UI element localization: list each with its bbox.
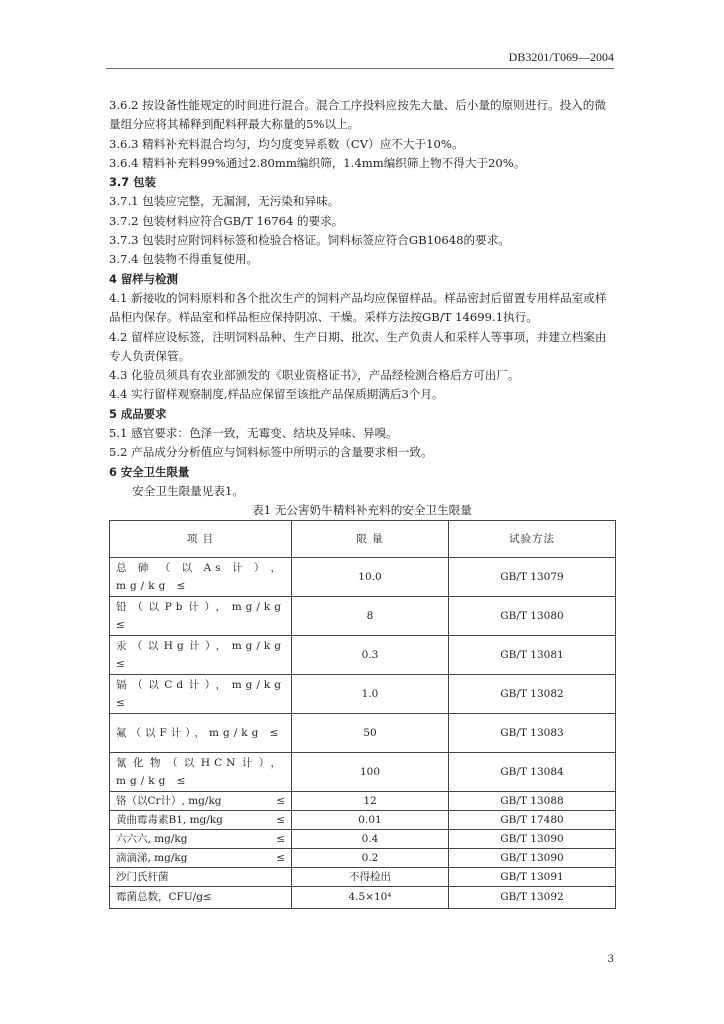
row-method: GB/T 13080 bbox=[449, 597, 616, 636]
header-method: 试验方法 bbox=[449, 521, 616, 558]
row-item-cell bbox=[110, 830, 292, 849]
row-limit: 50 bbox=[292, 714, 449, 753]
heading-5: 5 成品要求 bbox=[109, 406, 167, 421]
clause-4-3: 4.3 化验员须具有农业部颁发的《职业资格证书》，产品经检测合格后方可出厂。 bbox=[109, 368, 520, 383]
safety-limit-table bbox=[109, 520, 616, 909]
row-item-cell bbox=[110, 849, 292, 868]
row-limit: 10.0 bbox=[292, 558, 449, 597]
table-reference: 安全卫生限量见表1。 bbox=[132, 483, 244, 498]
row-le: ≤ bbox=[276, 813, 285, 826]
row-item: 铬（以Cr计）, mg/kg bbox=[116, 794, 222, 807]
row-limit: 0.01 bbox=[292, 811, 449, 830]
row-item: 镉（以Cd计），mg/kg ≤ bbox=[110, 675, 292, 714]
row-limit: 100 bbox=[292, 753, 449, 792]
row-limit: 8 bbox=[292, 597, 449, 636]
row-method: GB/T 13092 bbox=[449, 887, 616, 909]
row-method: GB/T 13079 bbox=[449, 558, 616, 597]
row-limit: 0.4 bbox=[292, 830, 449, 849]
table-row bbox=[110, 849, 616, 868]
row-item: 黄曲霉毒素B1, mg/kg bbox=[116, 813, 223, 826]
clause-3-7-3: 3.7.3 包装时应附饲料标签和检验合格证。饲料标签应符合GB10648的要求。 bbox=[109, 233, 510, 248]
table-row bbox=[110, 830, 616, 849]
clause-3-7-2: 3.7.2 包装材料应符合GB/T 16764 的要求。 bbox=[109, 213, 344, 228]
row-limit: 0.2 bbox=[292, 849, 449, 868]
row-limit: 12 bbox=[292, 792, 449, 811]
header-code: DB3201/T069—2004 bbox=[508, 50, 614, 64]
row-item: 霉菌总数，CFU/g≤ bbox=[116, 891, 212, 904]
heading-3-7: 3.7 包装 bbox=[109, 175, 156, 190]
row-method: GB/T 13088 bbox=[449, 792, 616, 811]
clause-5-1: 5.1 感官要求：色泽一致，无霉变、结块及异味、异嗅。 bbox=[109, 426, 398, 441]
row-method: GB/T 13084 bbox=[449, 753, 616, 792]
document-body bbox=[109, 96, 615, 909]
row-le: ≤ bbox=[276, 851, 285, 864]
header-divider bbox=[106, 68, 614, 69]
row-limit: 1.0 bbox=[292, 675, 449, 714]
table-row bbox=[110, 868, 616, 887]
clause-4-1: 4.1 新接收的饲料原料和各个批次生产的饲料产品均应保留样品。样品密封后留置专用样品室或样品柜内保存。样品室和样品柜应保持阴凉、干燥。采样方法按GB/T 14699.1执行。 bbox=[109, 290, 607, 325]
table-row bbox=[110, 887, 616, 909]
row-limit: 4.5×10⁴ bbox=[292, 887, 449, 909]
clause-3-7-4: 3.7.4 包装物不得重复使用。 bbox=[109, 252, 259, 267]
page-number: 3 bbox=[607, 954, 614, 965]
header-item: 项 目 bbox=[110, 521, 292, 558]
clause-3-7-1: 3.7.1 包装应完整，无漏洞，无污染和异味。 bbox=[109, 194, 340, 209]
row-limit: 0.3 bbox=[292, 636, 449, 675]
table-row bbox=[110, 811, 616, 830]
row-item-cell bbox=[110, 868, 292, 887]
table-caption: 表1 无公害奶牛精料补充料的安全卫生限量 bbox=[252, 503, 472, 518]
row-method: GB/T 13090 bbox=[449, 849, 616, 868]
table-row bbox=[110, 753, 616, 792]
clause-5-2: 5.2 产品成分分析值应与饲料标签中所明示的含量要求相一致。 bbox=[109, 445, 433, 460]
row-method: GB/T 13081 bbox=[449, 636, 616, 675]
row-item-cell bbox=[110, 811, 292, 830]
table-row bbox=[110, 636, 616, 675]
table-row bbox=[110, 714, 616, 753]
row-item: 滴滴涕, mg/kg bbox=[116, 851, 188, 864]
row-le: ≤ bbox=[276, 794, 285, 807]
clause-4-2: 4.2 留样应设标签，注明饲料品种、生产日期、批次、生产负责人和采样人等事项，并建立档案由专人负责保管。 bbox=[109, 329, 607, 363]
heading-6: 6 安全卫生限量 bbox=[109, 464, 190, 479]
row-item-cell bbox=[110, 887, 292, 909]
row-item: 总砷（以As计），mg/kg ≤ bbox=[110, 558, 292, 597]
clause-3-6-3: 3.6.3 精料补充料混合均匀，均匀度变异系数（CV）应不大于10%。 bbox=[109, 136, 464, 151]
row-method: GB/T 13083 bbox=[449, 714, 616, 753]
row-method: GB/T 13082 bbox=[449, 675, 616, 714]
row-method: GB/T 13091 bbox=[449, 868, 616, 887]
row-item: 汞（以Hg计），mg/kg ≤ bbox=[110, 636, 292, 675]
table-row bbox=[110, 558, 616, 597]
row-item: 氰化物（以HCN计），mg/kg ≤ bbox=[110, 753, 292, 792]
clause-3-6-4: 3.6.4 精料补充料99%通过2.80mm编织筛，1.4mm编织筛上物不得大于20%。 bbox=[109, 155, 526, 170]
row-item-cell bbox=[110, 792, 292, 811]
row-limit: 不得检出 bbox=[292, 868, 449, 887]
row-item: 沙门氏杆菌 bbox=[116, 870, 169, 883]
row-item: 氟（以F计），mg/kg ≤ bbox=[110, 714, 292, 753]
clause-4-4: 4.4 实行留样观察制度,样品应保留至该批产品保质期满后3个月。 bbox=[109, 387, 444, 402]
row-method: GB/T 17480 bbox=[449, 811, 616, 830]
table-row bbox=[110, 675, 616, 714]
table-row bbox=[110, 792, 616, 811]
header-limit: 限 量 bbox=[292, 521, 449, 558]
row-method: GB/T 13090 bbox=[449, 830, 616, 849]
row-le: ≤ bbox=[276, 832, 285, 845]
row-item: 铅（以Pb计），mg/kg ≤ bbox=[110, 597, 292, 636]
table-row bbox=[110, 597, 616, 636]
clause-3-6-2: 3.6.2 按设备性能规定的时间进行混合。混合工序投料应按先大量、后小量的原则进行。投入的微量组分应将其稀释到配料秤最大称量的5%以上。 bbox=[109, 98, 606, 132]
row-item: 六六六, mg/kg bbox=[116, 832, 188, 845]
heading-4: 4 留样与检测 bbox=[109, 271, 178, 286]
table-header-row bbox=[110, 521, 616, 558]
